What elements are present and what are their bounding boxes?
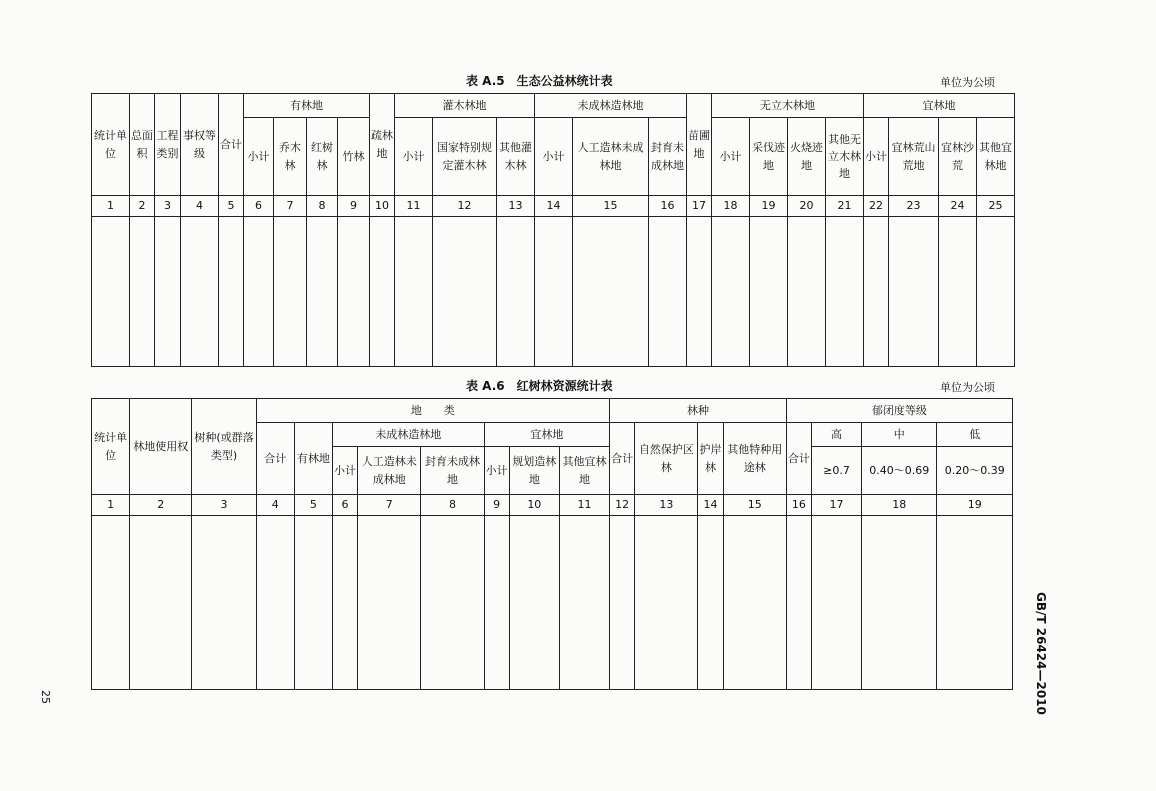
col-qita-wuli: 其他无立木林地 (826, 118, 864, 196)
empty-cell (484, 516, 509, 690)
col-ziran: 自然保护区林 (635, 423, 698, 495)
column-number: 6 (333, 495, 358, 516)
column-number: 15 (723, 495, 786, 516)
empty-cell (635, 516, 698, 690)
table-a5-blank-row (92, 217, 1015, 367)
col-zhulin: 竹林 (338, 118, 370, 196)
empty-cell (370, 217, 395, 367)
empty-cell (421, 516, 484, 690)
col-youlin: 有林地 (294, 423, 332, 495)
empty-cell (649, 217, 687, 367)
empty-cell (712, 217, 750, 367)
column-number: 18 (712, 196, 750, 217)
column-number: 3 (155, 196, 181, 217)
table-a6-number-row (92, 495, 1013, 516)
column-number: 12 (433, 196, 497, 217)
empty-cell (294, 516, 332, 690)
col-guojia: 国家特别规定灌木林 (433, 118, 497, 196)
group-guanmu: 灌木林地 (395, 94, 535, 118)
table-a6 (91, 398, 1013, 690)
empty-cell (338, 217, 370, 367)
col-qiaomu: 乔木林 (274, 118, 307, 196)
column-number: 20 (788, 196, 826, 217)
empty-cell (786, 516, 811, 690)
empty-cell (497, 217, 535, 367)
column-number: 9 (338, 196, 370, 217)
table-a5-caption: 表 A.5 生态公益林统计表 (466, 74, 613, 88)
empty-cell (155, 217, 181, 367)
col-wl-xiaoji: 小计 (712, 118, 750, 196)
empty-cell (864, 217, 889, 367)
table-a6-blank-row (92, 516, 1013, 690)
empty-cell (244, 217, 274, 367)
col-qita-yilin: 其他宜林地 (559, 447, 609, 495)
empty-cell (358, 516, 421, 690)
col-qita-tezhong: 其他特种用途林 (723, 423, 786, 495)
column-number: 2 (130, 196, 155, 217)
empty-cell (219, 217, 244, 367)
column-number: 10 (509, 495, 559, 516)
col-hongshu: 红树林 (307, 118, 338, 196)
column-number: 19 (937, 495, 1013, 516)
col-fengyu: 封育未成林地 (649, 118, 687, 196)
empty-cell (698, 516, 723, 690)
table-a5-number-row (92, 196, 1015, 217)
col-yl2-xiaoji: 小计 (864, 118, 889, 196)
empty-cell (937, 516, 1013, 690)
col-yl-xiaoji: 小计 (244, 118, 274, 196)
group-weicheng: 未成林造林地 (535, 94, 687, 118)
empty-cell (788, 217, 826, 367)
column-number: 21 (826, 196, 864, 217)
column-number: 18 (862, 495, 937, 516)
column-number: 3 (192, 495, 256, 516)
col-rengong: 人工造林未成林地 (358, 447, 421, 495)
col-guihua: 规划造林地 (509, 447, 559, 495)
col-huangshan: 宜林荒山荒地 (889, 118, 939, 196)
group-youlindi: 有林地 (244, 94, 370, 118)
group-yubi: 郁闭度等级 (786, 399, 1012, 423)
column-number: 19 (750, 196, 788, 217)
col-zhong-range: 0.40～0.69 (862, 447, 937, 495)
empty-cell (862, 516, 937, 690)
column-number: 11 (559, 495, 609, 516)
col-shiquan: 事权等级 (181, 94, 219, 196)
group-yilin: 宜林地 (484, 423, 610, 447)
empty-cell (889, 217, 939, 367)
empty-cell (723, 516, 786, 690)
col-di: 低 (937, 423, 1013, 447)
column-number: 1 (92, 196, 130, 217)
col-zhong: 中 (862, 423, 937, 447)
empty-cell (92, 516, 130, 690)
col-huoshao: 火烧迹地 (788, 118, 826, 196)
empty-cell (130, 217, 155, 367)
column-number: 8 (307, 196, 338, 217)
group-dilei: 地 类 (256, 399, 609, 423)
col-gm-xiaoji: 小计 (395, 118, 433, 196)
column-number: 11 (395, 196, 433, 217)
table-a6-unit: 单位为公顷 (940, 381, 995, 394)
col-qita-guanmu: 其他灌木林 (497, 118, 535, 196)
column-number: 8 (421, 495, 484, 516)
empty-cell (433, 217, 497, 367)
empty-cell (535, 217, 573, 367)
empty-cell (307, 217, 338, 367)
standard-code: GB/T 26424—2010 (1034, 592, 1048, 715)
column-number: 16 (649, 196, 687, 217)
column-number: 23 (889, 196, 939, 217)
empty-cell (274, 217, 307, 367)
empty-cell (750, 217, 788, 367)
table-a6-caption: 表 A.6 红树林资源统计表 (466, 379, 613, 393)
empty-cell (826, 217, 864, 367)
empty-cell (130, 516, 192, 690)
col-qita-yilin: 其他宜林地 (977, 118, 1015, 196)
col-tongji: 统计单位 (92, 399, 130, 495)
empty-cell (939, 217, 977, 367)
col-rengong: 人工造林未成林地 (573, 118, 649, 196)
column-number: 13 (497, 196, 535, 217)
group-wuli: 无立木林地 (712, 94, 864, 118)
empty-cell (92, 217, 130, 367)
table-a5 (91, 93, 1015, 367)
empty-cell (573, 217, 649, 367)
column-number: 7 (274, 196, 307, 217)
column-number: 24 (939, 196, 977, 217)
empty-cell (333, 516, 358, 690)
col-caifa: 采伐迹地 (750, 118, 788, 196)
col-gongcheng: 工程类别 (155, 94, 181, 196)
group-yilin: 宜林地 (864, 94, 1015, 118)
col-di-range: 0.20～0.39 (937, 447, 1013, 495)
col-wc-xiaoji: 小计 (333, 447, 358, 495)
column-number: 17 (687, 196, 712, 217)
col-lz-heji: 合计 (610, 423, 635, 495)
empty-cell (687, 217, 712, 367)
empty-cell (395, 217, 433, 367)
col-fengyu: 封育未成林地 (421, 447, 484, 495)
col-zongmianji: 总面积 (130, 94, 155, 196)
column-number: 13 (635, 495, 698, 516)
table-a5-unit: 单位为公顷 (940, 76, 995, 89)
empty-cell (977, 217, 1015, 367)
empty-cell (509, 516, 559, 690)
column-number: 16 (786, 495, 811, 516)
column-number: 5 (219, 196, 244, 217)
column-number: 6 (244, 196, 274, 217)
col-wc-xiaoji: 小计 (535, 118, 573, 196)
column-number: 10 (370, 196, 395, 217)
column-number: 14 (698, 495, 723, 516)
col-shuzhong: 树种(或群落类型) (192, 399, 256, 495)
col-heji: 合计 (256, 423, 294, 495)
empty-cell (181, 217, 219, 367)
col-tongji: 统计单位 (92, 94, 130, 196)
col-shulin: 疏林地 (370, 94, 395, 196)
col-shahuang: 宜林沙荒 (939, 118, 977, 196)
column-number: 2 (130, 495, 192, 516)
column-number: 9 (484, 495, 509, 516)
col-shiyongquan: 林地使用权 (130, 399, 192, 495)
column-number: 4 (256, 495, 294, 516)
col-yb-heji: 合计 (786, 423, 811, 495)
group-linzhong: 林种 (610, 399, 787, 423)
empty-cell (192, 516, 256, 690)
column-number: 17 (811, 495, 861, 516)
empty-cell (610, 516, 635, 690)
column-number: 7 (358, 495, 421, 516)
col-miaopu: 苗圃地 (687, 94, 712, 196)
empty-cell (256, 516, 294, 690)
page-number: 25 (39, 690, 52, 704)
column-number: 4 (181, 196, 219, 217)
empty-cell (559, 516, 609, 690)
column-number: 15 (573, 196, 649, 217)
column-number: 12 (610, 495, 635, 516)
empty-cell (811, 516, 861, 690)
col-gao-range: ≥0.7 (811, 447, 861, 495)
col-yl-xiaoji: 小计 (484, 447, 509, 495)
col-gao: 高 (811, 423, 861, 447)
col-huan: 护岸林 (698, 423, 723, 495)
col-heji: 合计 (219, 94, 244, 196)
column-number: 1 (92, 495, 130, 516)
group-weicheng: 未成林造林地 (333, 423, 485, 447)
column-number: 5 (294, 495, 332, 516)
column-number: 25 (977, 196, 1015, 217)
column-number: 14 (535, 196, 573, 217)
column-number: 22 (864, 196, 889, 217)
